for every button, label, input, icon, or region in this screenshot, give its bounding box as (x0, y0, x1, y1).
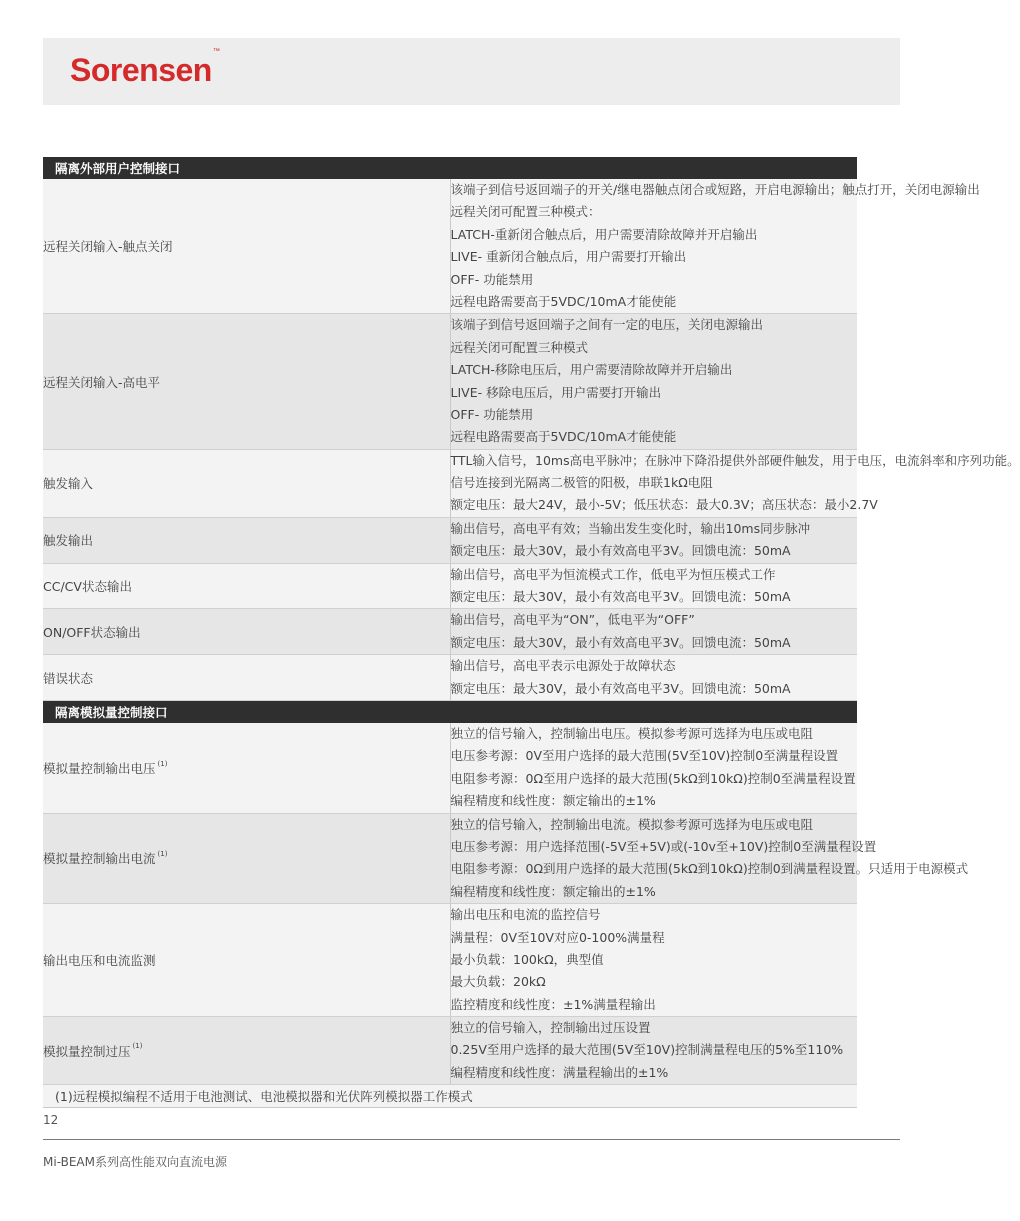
spec-description-cell (450, 1017, 857, 1085)
spec-label: CC/CV状态输出 (43, 579, 132, 595)
page-number: 12 (43, 1113, 59, 1127)
spec-label: 远程关闭输入-高电平 (43, 374, 161, 390)
spec-label: 模拟量控制输出电流 (43, 851, 156, 867)
spec-table-body (43, 157, 1020, 1108)
spec-row (43, 1017, 857, 1085)
spec-description-cell (450, 517, 857, 563)
spec-description-line: 信号连接到光隔离二极管的阳极，串联1kΩ电阻 (450, 475, 713, 491)
spec-description-line: 输出信号，高电平为恒流模式工作，低电平为恒压模式工作 (450, 566, 776, 582)
spec-description-line: LATCH-重新闭合触点后，用户需要清除故障并开启输出 (450, 226, 758, 242)
spec-description-cell (450, 813, 969, 904)
spec-description-line: 额定电压：最大30V，最小有效高电平3V。回馈电流：50mA (450, 589, 791, 605)
spec-label-cell (43, 609, 450, 655)
spec-description-line: TTL输入信号，10ms高电平脉冲；在脉冲下降沿提供外部硬件触发，用于电压，电流斜率和序列功能。 (450, 452, 1020, 468)
spec-description-cell (450, 609, 857, 655)
spec-label: 模拟量控制输出电压 (43, 760, 156, 776)
spec-description-line: 输出信号，高电平为“ON”，低电平为“OFF” (450, 612, 695, 628)
spec-description-line: 远程关闭可配置三种模式： (450, 204, 601, 220)
footnote-marker: (1) (132, 1042, 143, 1051)
spec-description-line: 0.25V至用户选择的最大范围(5V至10V)控制满量程电压的5%至110% (450, 1042, 844, 1058)
spec-description-cell (450, 655, 857, 701)
spec-row (43, 655, 857, 701)
spec-description-cell (450, 723, 857, 813)
spec-description-line: OFF- 功能禁用 (450, 406, 534, 422)
logo-text: Sorensen (70, 52, 212, 88)
spec-description-line: 远程关闭可配置三种模式 (450, 339, 589, 355)
spec-label-cell (43, 813, 450, 904)
spec-description-line: 电压参考源：0V至用户选择的最大范围(5V至10V)控制0至满量程设置 (450, 748, 839, 764)
spec-description-line: 最大负载：20kΩ (450, 974, 546, 990)
footer-divider (43, 1139, 900, 1140)
spec-description-line: 满量程：0V至10V对应0-100%满量程 (450, 929, 665, 945)
spec-label: 模拟量控制过压 (43, 1043, 131, 1059)
section-header (43, 157, 857, 179)
spec-description-line: 远程电路需要高于5VDC/10mA才能使能 (450, 293, 677, 309)
spec-row (43, 813, 857, 904)
spec-label-cell (43, 179, 450, 314)
spec-label-cell (43, 904, 450, 1017)
spec-row (43, 449, 857, 517)
spec-description-line: 电压参考源：用户选择范围(-5V至+5V)或(-10v至+10V)控制0至满量程设置 (450, 838, 877, 854)
footnote-row (43, 1085, 857, 1108)
spec-label: 错误状态 (43, 670, 94, 686)
spec-description-line: 最小负载：100kΩ，典型值 (450, 951, 604, 967)
spec-description-line: LATCH-移除电压后，用户需要清除故障并开启输出 (450, 362, 733, 378)
spec-label-cell (43, 314, 450, 449)
spec-description-line: OFF- 功能禁用 (450, 271, 534, 287)
spec-label: 输出电压和电流监测 (43, 953, 156, 969)
spec-description-line: 电阻参考源：0Ω至用户选择的最大范围(5kΩ到10kΩ)控制0至满量程设置 (450, 770, 856, 786)
spec-label: 触发输出 (43, 533, 94, 549)
spec-row (43, 723, 857, 813)
footnote-marker: (1) (157, 759, 168, 768)
spec-description-line: 电阻参考源：0Ω到用户选择的最大范围(5kΩ到10kΩ)控制0到满量程设置。只适用于电源模式 (450, 861, 969, 877)
spec-label-cell (43, 517, 450, 563)
spec-row (43, 314, 857, 449)
spec-description-line: 该端子到信号返回端子的开关/继电器触点闭合或短路，开启电源输出；触点打开，关闭电源输出 (450, 182, 980, 197)
spec-description-line: 额定电压：最大30V，最小有效高电平3V。回馈电流：50mA (450, 634, 791, 650)
spec-label-cell (43, 449, 450, 517)
spec-description-cell (450, 314, 857, 449)
spec-description-line: 额定电压：最大24V，最小-5V；低压状态：最大0.3V；高压状态：最小2.7V (450, 497, 878, 513)
spec-description-line: 监控精度和线性度：±1%满量程输出 (450, 996, 656, 1012)
spec-label-cell (43, 1017, 450, 1085)
spec-label: 触发输入 (43, 476, 94, 492)
footer-product-name: Mi-BEAM系列高性能双向直流电源 (43, 1155, 227, 1169)
spec-label-cell (43, 723, 450, 813)
spec-description-line: 独立的信号输入，控制输出过压设置 (450, 1020, 651, 1036)
section-title: 隔离模拟量控制接口 (43, 700, 857, 723)
spec-description-cell (450, 563, 857, 609)
spec-description-line: 独立的信号输入，控制输出电压。模拟参考源可选择为电压或电阻 (450, 725, 814, 741)
sorensen-logo (70, 48, 220, 89)
spec-description-line: 编程精度和线性度：额定输出的±1% (450, 793, 656, 809)
section-title: 隔离外部用户控制接口 (43, 157, 857, 179)
spec-description-line: 该端子到信号返回端子之间有一定的电压，关闭电源输出 (450, 317, 764, 333)
section-header (43, 700, 857, 723)
spec-description-line: 输出电压和电流的监控信号 (450, 907, 601, 923)
spec-row (43, 179, 857, 314)
spec-description-line: 编程精度和线性度：满量程输出的±1% (450, 1064, 669, 1080)
spec-description-line: LIVE- 重新闭合触点后，用户需要打开输出 (450, 249, 687, 265)
spec-row (43, 563, 857, 609)
spec-row (43, 904, 857, 1017)
footnote-text: (1)远程模拟编程不适用于电池测试、电池模拟器和光伏阵列模拟器工作模式 (43, 1085, 857, 1108)
spec-description-cell (450, 904, 857, 1017)
spec-description-line: LIVE- 移除电压后，用户需要打开输出 (450, 384, 662, 400)
spec-description-line: 独立的信号输入，控制输出电流。模拟参考源可选择为电压或电阻 (450, 816, 814, 832)
spec-description-line: 输出信号，高电平表示电源处于故障状态 (450, 658, 676, 674)
spec-description-line: 额定电压：最大30V，最小有效高电平3V。回馈电流：50mA (450, 543, 791, 559)
logo-trademark: ™ (212, 48, 220, 56)
spec-label: ON/OFF状态输出 (43, 624, 141, 640)
spec-description-line: 编程精度和线性度：额定输出的±1% (450, 883, 656, 899)
footnote-marker: (1) (157, 850, 168, 859)
spec-label-cell (43, 563, 450, 609)
spec-label-cell (43, 655, 450, 701)
spec-table (43, 157, 1020, 1108)
spec-description-cell (450, 179, 980, 314)
spec-row (43, 517, 857, 563)
spec-description-line: 远程电路需要高于5VDC/10mA才能使能 (450, 429, 677, 445)
spec-description-cell (450, 449, 1020, 517)
spec-description-line: 输出信号，高电平有效；当输出发生变化时，输出10ms同步脉冲 (450, 520, 811, 536)
header-band (43, 38, 900, 105)
spec-row (43, 609, 857, 655)
spec-description-line: 额定电压：最大30V，最小有效高电平3V。回馈电流：50mA (450, 680, 791, 696)
spec-label: 远程关闭输入-触点关闭 (43, 239, 173, 255)
